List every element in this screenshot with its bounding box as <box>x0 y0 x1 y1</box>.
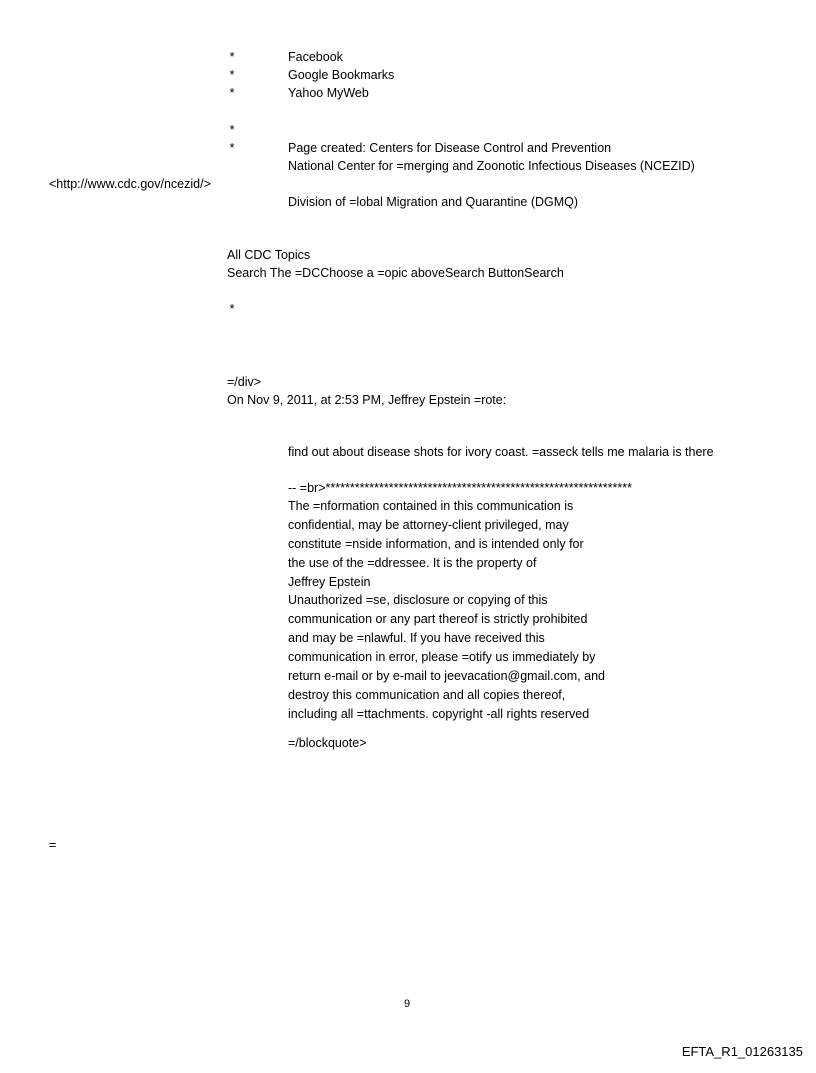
center-name-line: National Center for =merging and Zoonotic Infectious Diseases (NCEZID) <box>288 159 695 173</box>
disclaimer-line: confidential, may be attorney-client privileged, may <box>288 517 569 532</box>
disclaimer-line: communication in error, please =otify us immediately by <box>288 650 596 665</box>
disclaimer-line: constitute =nside information, and is intended only for <box>288 536 584 551</box>
bullet: * <box>229 141 235 155</box>
share-link-facebook: Facebook <box>288 50 343 64</box>
bullet: * <box>229 68 235 82</box>
share-link-yahoo-myweb: Yahoo MyWeb <box>288 86 369 100</box>
disclaimer-line: Jeffrey Epstein <box>288 574 371 589</box>
disclaimer-line: including all =ttachments. copyright -all rights reserved <box>288 706 590 721</box>
signature-separator: -- =br>*************************************************************** <box>288 481 632 495</box>
bullet: * <box>229 86 235 100</box>
blockquote-close-tag: =/blockquote> <box>288 736 367 750</box>
disclaimer-line: destroy this communication and all copies thereof, <box>288 687 566 702</box>
reply-header: On Nov 9, 2011, at 2:53 PM, Jeffrey Epstein =rote: <box>227 393 507 407</box>
page-created-line: Page created: Centers for Disease Control and Prevention <box>288 141 612 155</box>
search-line: Search The =DCChoose a =opic aboveSearch ButtonSearch <box>227 266 564 280</box>
quoted-message: find out about disease shots for ivory coast. =asseck tells me malaria is there <box>288 445 714 459</box>
disclaimer-line: and may be =nlawful. If you have received this <box>288 631 545 646</box>
stray-equals: = <box>49 838 57 852</box>
bullet: * <box>229 123 235 137</box>
disclaimer-line: Unauthorized =se, disclosure or copying of this <box>288 593 548 608</box>
topics-label: All CDC Topics <box>227 248 311 262</box>
disclaimer-line: communication or any part thereof is strictly prohibited <box>288 612 588 627</box>
bullet: * <box>229 302 235 316</box>
bullet: * <box>229 50 235 64</box>
document-id: EFTA_R1_01263135 <box>681 1044 803 1059</box>
disclaimer-line: return e-mail or by e-mail to jeevacation@gmail.com, and <box>288 669 605 684</box>
disclaimer-line: the use of the =ddressee. It is the property of <box>288 555 537 570</box>
disclaimer-line: The =nformation contained in this communication is <box>288 499 574 513</box>
page-number: 9 <box>404 998 411 1010</box>
share-link-google-bookmarks: Google Bookmarks <box>288 68 395 82</box>
disclaimer-block <box>288 497 605 724</box>
center-url: <http://www.cdc.gov/ncezid/> <box>49 177 211 191</box>
div-close-tag: =/div> <box>227 375 262 389</box>
division-line: Division of =lobal Migration and Quarantine (DGMQ) <box>288 195 579 209</box>
